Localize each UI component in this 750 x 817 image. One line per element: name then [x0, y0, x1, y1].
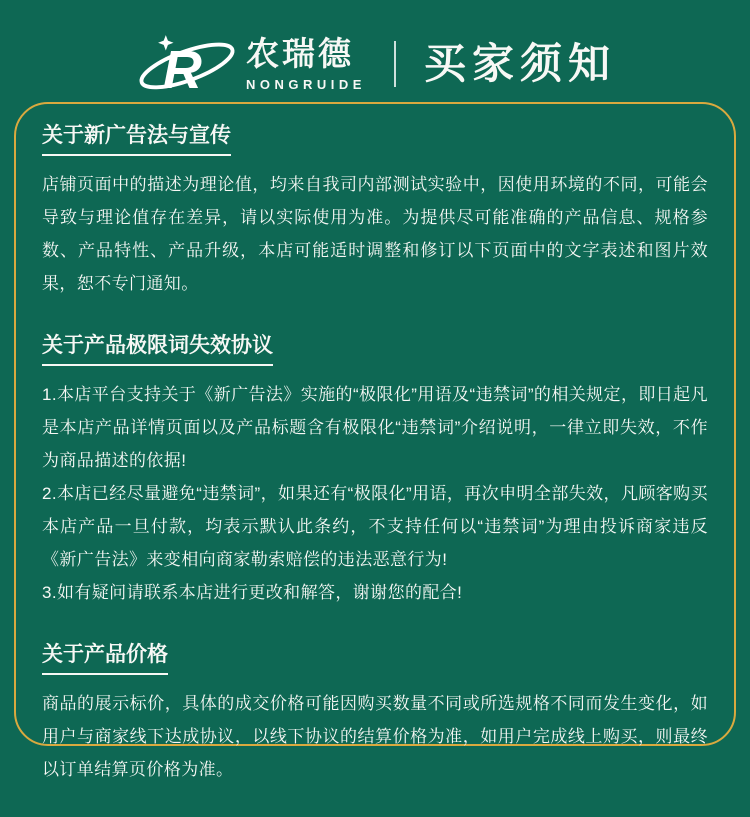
section-price-paragraph: 商品的展示标价，具体的成交价格可能因购买数量不同或所选规格不同而发生变化，如用户与商家线下达成协议，以线下协议的结算价格为准，如用户完成线上购买，则最终以订单结算页价格为准。: [42, 694, 708, 779]
section-price-heading: [42, 641, 708, 675]
page-title: 买家须知: [423, 40, 616, 87]
section-extreme-words-item-3: 3.如有疑问请联系本店进行更改和解答，谢谢您的配合!: [42, 583, 463, 602]
section-extreme-words-heading: [42, 332, 708, 366]
section-ad-law: [42, 122, 708, 300]
section-ad-law-heading: [42, 122, 708, 156]
notice-box: [14, 102, 736, 779]
section-extreme-words-item-2: 2.本店已经尽量避免“违禁词”，如果还有“极限化”用语，再次申明全部失效，凡顾客购买本店产品一旦付款，均表示默认此条约，不支持任何以“违禁词”为理由投诉商家违反《新广告法》来变相向商家勒索赔偿的违法恶意行为!: [42, 484, 708, 569]
brand-logo: [134, 27, 366, 101]
section-ad-law-heading-text: 关于新广告法与宣传: [42, 122, 231, 156]
nongruide-logo-icon: [134, 27, 240, 101]
header: [0, 0, 750, 102]
section-price-heading-text: 关于产品价格: [42, 641, 168, 675]
brand-text: [246, 34, 366, 92]
section-ad-law-paragraph: 店铺页面中的描述为理论值，均来自我司内部测试实验中，因使用环境的不同，可能会导致与理论值存在差异，请以实际使用为准。为提供尽可能准确的产品信息、规格参数、产品特性、产品升级，本店可能适时调整和修订以下页面中的文字表述和图片效果，恕不专门通知。: [42, 175, 708, 293]
logo-letter: R: [162, 40, 202, 101]
brand-name-en: NONGRUIDE: [246, 76, 366, 92]
section-extreme-words-heading-text: 关于产品极限词失效协议: [42, 332, 273, 366]
section-price: [42, 641, 708, 786]
header-divider: [394, 41, 396, 87]
section-extreme-words: [42, 332, 708, 609]
section-extreme-words-item-1: 1.本店平台支持关于《新广告法》实施的“极限化”用语及“违禁词”的相关规定，即日起凡是本店产品详情页面以及产品标题含有极限化“违禁词”介绍说明，一律立即失效，不作为商品描述的依据!: [42, 385, 708, 470]
brand-name-cn: 农瑞德: [246, 34, 355, 72]
